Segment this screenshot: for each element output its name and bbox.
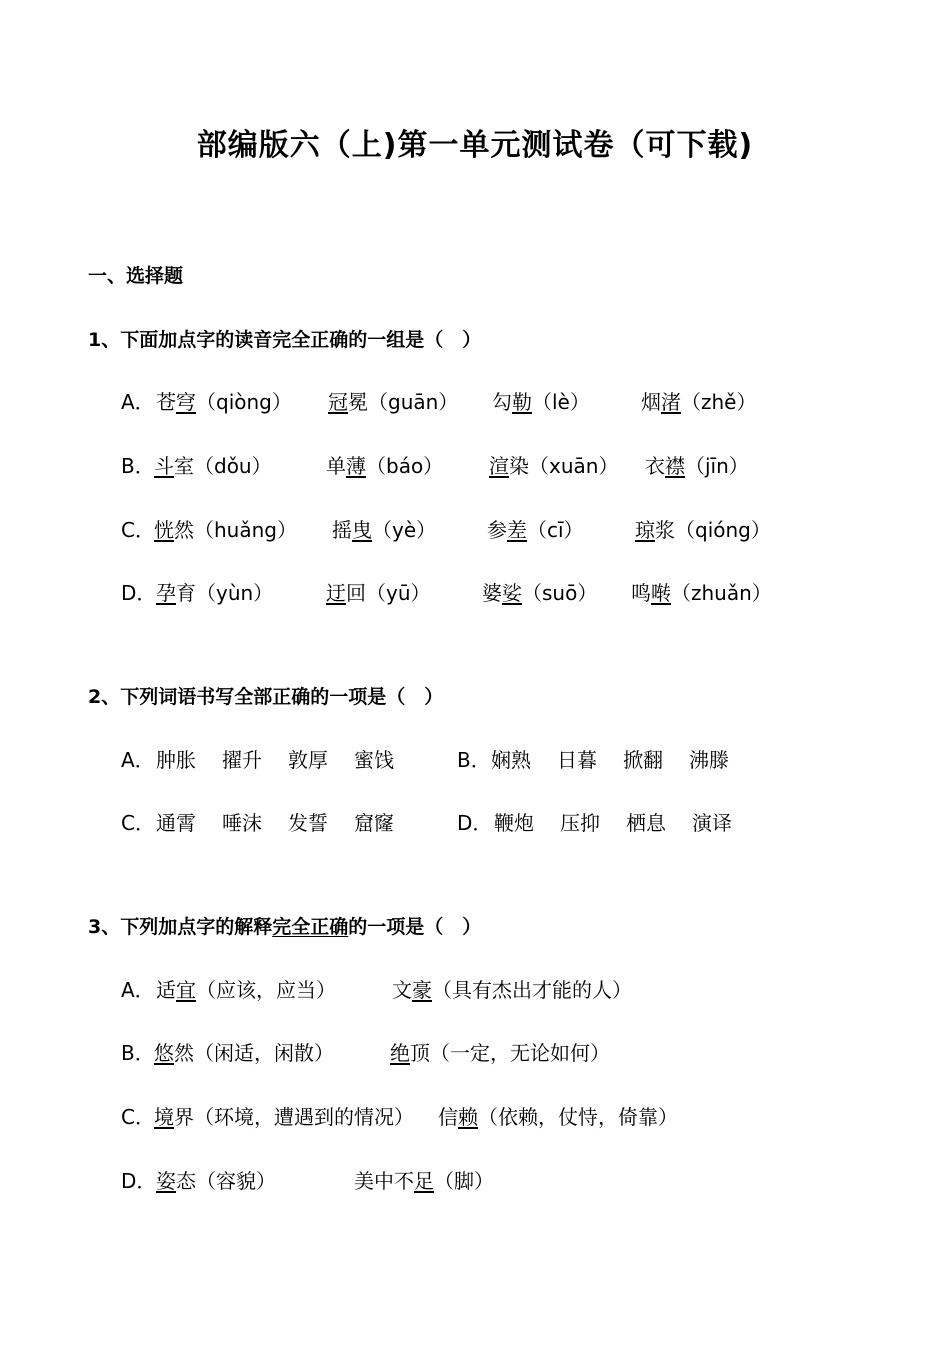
option-label: C．: [121, 811, 155, 835]
q2-option-c[interactable]: [121, 807, 155, 836]
q1-b-item-2: 单薄（báo）: [326, 454, 444, 478]
option-label: C．: [121, 518, 155, 542]
q3-b-item-1: 悠然（闲适，闲散）: [154, 1041, 334, 1065]
question-2-stem: 2、下列词语书写全部正确的一项是（ ）: [88, 686, 444, 708]
word: 掀翻: [623, 748, 663, 772]
q3-a-item-2: 文豪（具有杰出才能的人）: [392, 978, 632, 1002]
word: 窟窿: [354, 811, 394, 835]
word: 压抑: [560, 811, 600, 835]
word: 通霄: [156, 811, 196, 835]
section-heading: 一、选择题: [88, 265, 184, 287]
question-3-stem: 3、下列加点字的解释完全正确的一项是（ ）: [88, 916, 482, 938]
q3-b-item-2: 绝顶（一定，无论如何）: [390, 1041, 610, 1065]
q2-option-d[interactable]: [457, 807, 492, 836]
option-label: B．: [121, 454, 155, 478]
q1-c-item-4: 琼浆（qióng）: [635, 518, 771, 542]
q3-c-item-2: 信赖（依赖，仗恃，倚靠）: [438, 1105, 678, 1129]
word: 擢升: [222, 748, 262, 772]
q1-d-item-1: 孕育（yùn）: [156, 581, 274, 605]
option-label: C．: [121, 1105, 155, 1129]
option-label: B．: [457, 748, 491, 772]
option-label: D．: [457, 811, 493, 835]
option-label: D．: [121, 1169, 157, 1193]
q1-d-item-2: 迂回（yū）: [326, 581, 431, 605]
option-label: A．: [121, 390, 155, 414]
option-label: B．: [121, 1041, 155, 1065]
word: 鞭炮: [494, 811, 534, 835]
q1-a-item-4: 烟渚（zhě）: [641, 390, 757, 414]
word: 娴熟: [491, 748, 531, 772]
q1-a-item-3: 勾勒（lè）: [492, 390, 590, 414]
q1-a-item-1: 苍穹（qiòng）: [156, 390, 292, 414]
word: 栖息: [626, 811, 666, 835]
q1-c-item-3: 参差（cī）: [487, 518, 584, 542]
word: 唾沫: [222, 811, 262, 835]
q1-c-item-1: 恍然（huǎng）: [154, 518, 297, 542]
q2-option-b[interactable]: [457, 744, 491, 773]
word: 发誓: [288, 811, 328, 835]
option-label: D．: [121, 581, 157, 605]
option-label: A．: [121, 748, 155, 772]
q1-a-item-2: 冠冕（guān）: [328, 390, 459, 414]
word: 敦厚: [288, 748, 328, 772]
q1-b-item-3: 渲染（xuān）: [489, 454, 619, 478]
q3-d-item-1: 姿态（容貌）: [156, 1169, 276, 1193]
q1-d-item-4: 鸣啭（zhuǎn）: [631, 581, 772, 605]
word: 日暮: [557, 748, 597, 772]
page-title: 部编版六（上)第一单元测试卷（可下载): [196, 128, 754, 163]
q3-d-item-2: 美中不足（脚）: [354, 1169, 494, 1193]
word: 沸滕: [689, 748, 729, 772]
q1-d-item-3: 婆娑（suō）: [482, 581, 598, 605]
q1-b-item-4: 衣襟（jīn）: [645, 454, 749, 478]
word: 蜜饯: [354, 748, 394, 772]
q1-b-item-1: 斗室（dǒu）: [154, 454, 272, 478]
q3-c-item-1: 境界（环境，遭遇到的情况）: [154, 1105, 414, 1129]
q2-option-a[interactable]: [121, 744, 155, 773]
option-label: A．: [121, 978, 155, 1002]
word: 演译: [692, 811, 732, 835]
word: 肿胀: [156, 748, 196, 772]
question-1-stem: 1、下面加点字的读音完全正确的一组是（ ）: [88, 329, 482, 351]
q3-a-item-1: 适宜（应该，应当）: [156, 978, 336, 1002]
q1-c-item-2: 摇曳（yè）: [332, 518, 437, 542]
